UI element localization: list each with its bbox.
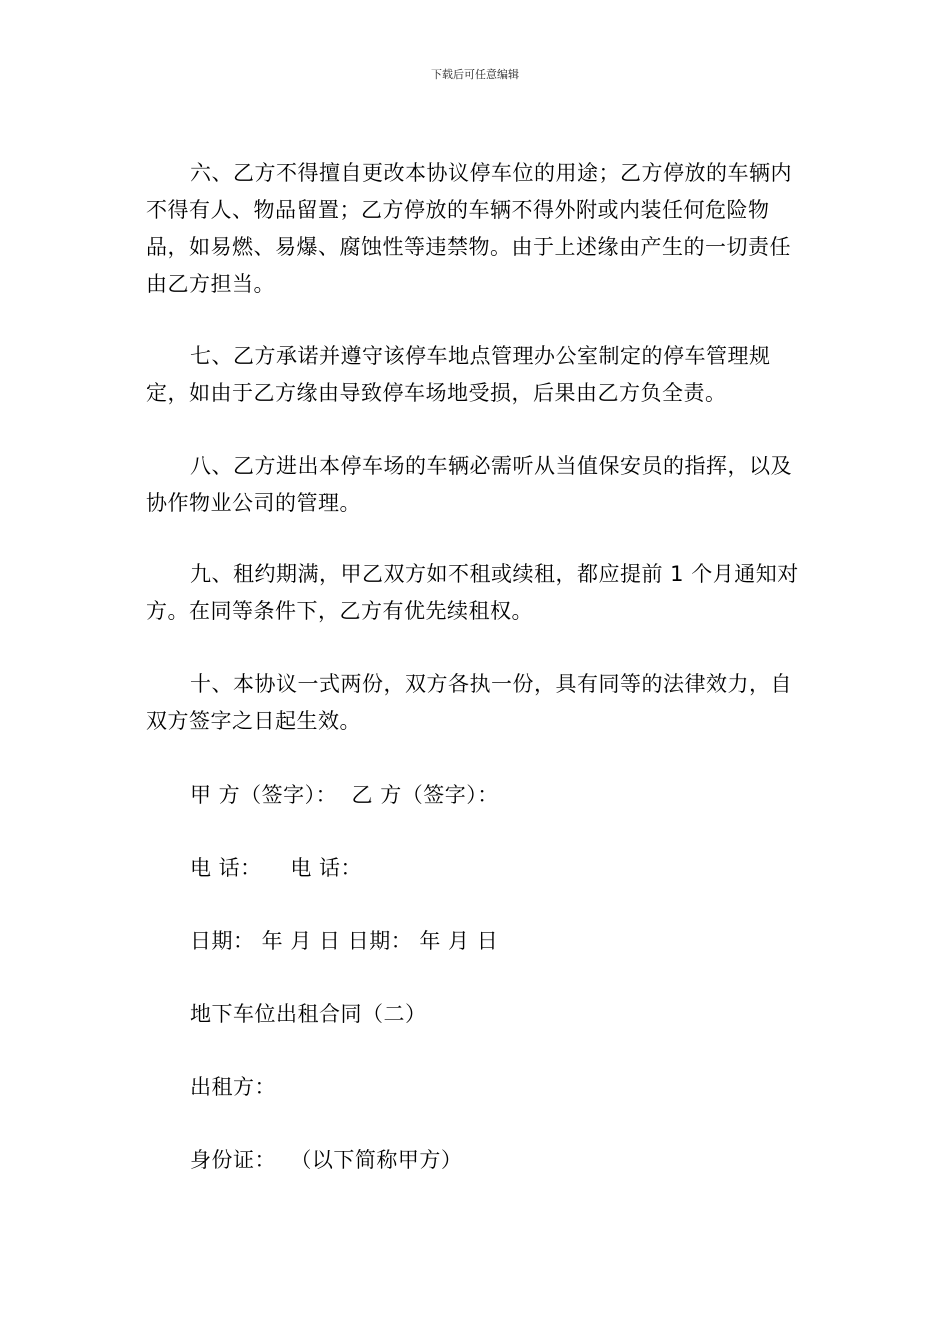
clause-seven bbox=[146, 338, 808, 412]
clause-ten bbox=[146, 666, 808, 740]
clause-ten-text: 十、本协议一式两份，双方各执一份，具有同等的法律效力，自双方签字之日起生效。 bbox=[146, 672, 792, 733]
date-line: 日期： 年 月 日 日期： 年 月 日 bbox=[190, 929, 499, 953]
clause-nine bbox=[146, 556, 808, 630]
clause-nine-text: 九、租约期满，甲乙双方如不租或续租，都应提前 1 个月通知对方。在同等条件下，乙方有优先续租权。 bbox=[146, 562, 799, 623]
lessor-line: 出租方： bbox=[190, 1075, 276, 1099]
signature-line: 甲 方（签字）： 乙 方（签字）： bbox=[190, 783, 499, 807]
page-header: 下载后可任意编辑 bbox=[431, 68, 519, 81]
phone-line: 电 话： 电 话： bbox=[190, 856, 363, 880]
clause-six-text: 六、乙方不得擅自更改本协议停车位的用途；乙方停放的车辆内不得有人、物品留置；乙方停放的车辆不得外附或内装任何危险物品，如易燃、易爆、腐蚀性等违禁物。由于上述缘由产生的一切责任由乙方担当。 bbox=[146, 161, 792, 296]
clause-eight-text: 八、乙方进出本停车场的车辆必需听从当值保安员的指挥，以及协作物业公司的管理。 bbox=[146, 454, 792, 515]
id-card-line: 身份证： （以下简称甲方） bbox=[190, 1148, 463, 1172]
clause-eight bbox=[146, 448, 808, 522]
contract-two-title: 地下车位出租合同（二） bbox=[190, 1002, 427, 1026]
clause-six bbox=[146, 155, 808, 303]
clause-seven-text: 七、乙方承诺并遵守该停车地点管理办公室制定的停车管理规定，如由于乙方缘由导致停车场地受损，后果由乙方负全责。 bbox=[146, 344, 771, 405]
